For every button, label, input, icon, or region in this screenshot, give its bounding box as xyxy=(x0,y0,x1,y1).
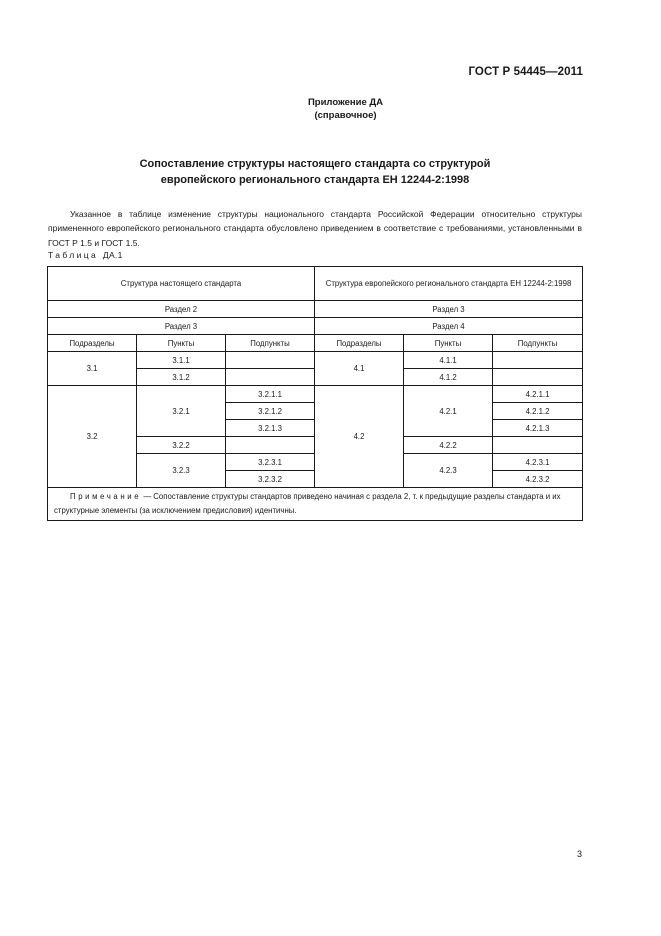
page-title xyxy=(48,156,582,188)
table-cell-empty xyxy=(493,369,583,386)
note-text: — Сопоставление структуры стандартов приведено начиная с раздела 2, т. к предыдущие разделы стандарта и их структурные элементы (за исключением предисловия) идентичны. xyxy=(54,492,561,515)
table-cell: 4.2.1.2 xyxy=(493,403,583,420)
table-note xyxy=(48,488,583,521)
table-cell: 3.2 xyxy=(48,386,137,488)
table-cell: 3.2.3 xyxy=(137,454,226,488)
table-cell: 4.1 xyxy=(315,352,404,386)
table-cell: 3.1 xyxy=(48,352,137,386)
table-cell: 4.2.1 xyxy=(404,386,493,437)
column-header-items: Пункты xyxy=(137,335,226,352)
column-header-subsections: Подразделы xyxy=(315,335,404,352)
table-cell-empty xyxy=(493,352,583,369)
table-cell: 3.2.1.3 xyxy=(226,420,315,437)
table-cell: 3.1.1 xyxy=(137,352,226,369)
header-european-standard: Структура европейского регионального стандарта ЕН 12244-2:1998 xyxy=(315,267,583,301)
header-national-standard: Структура настоящего стандарта xyxy=(48,267,315,301)
table-cell: 4.2.2 xyxy=(404,437,493,454)
table-cell: 4.1.2 xyxy=(404,369,493,386)
column-header-subsections: Подразделы xyxy=(48,335,137,352)
table-cell: 3.2.3.2 xyxy=(226,471,315,488)
annex-subtitle: (справочное) xyxy=(314,110,377,121)
table-cell: 4.2.3.1 xyxy=(493,454,583,471)
table-cell: 4.2 xyxy=(315,386,404,488)
table-cell-empty xyxy=(226,369,315,386)
table-cell: 3.2.1.1 xyxy=(226,386,315,403)
note-label: Примечание xyxy=(70,492,142,501)
table-cell: 3.2.3.1 xyxy=(226,454,315,471)
left-section-b: Раздел 3 xyxy=(48,318,315,335)
annex-title: Приложение ДА xyxy=(307,97,384,108)
table-cell: 4.1.1 xyxy=(404,352,493,369)
table-cell: 3.2.2 xyxy=(137,437,226,454)
table-caption-number: ДА.1 xyxy=(102,250,123,260)
column-header-items: Пункты xyxy=(404,335,493,352)
page-title-line-2: европейского регионального стандарта ЕН 12244-2:1998 xyxy=(160,174,470,186)
intro-paragraph: Указанное в таблице изменение структуры национального стандарта Российской Федерации относительно структуры примененного европейского регионального стандарта обусловлено приведением в соответствие с требованиями, установленными в ГОСТ Р 1.5 и ГОСТ 1.5. xyxy=(48,208,582,248)
left-section-a: Раздел 2 xyxy=(48,301,315,318)
table-cell: 3.2.1.2 xyxy=(226,403,315,420)
document-code: ГОСТ Р 54445—2011 xyxy=(468,66,583,78)
column-header-subitems: Подпункты xyxy=(493,335,583,352)
annex-heading xyxy=(0,96,661,122)
column-header-subitems: Подпункты xyxy=(226,335,315,352)
table-cell-empty xyxy=(493,437,583,454)
table-cell-empty xyxy=(226,437,315,454)
table-cell: 4.2.1.3 xyxy=(493,420,583,437)
table-cell-empty xyxy=(226,352,315,369)
table-cell: 3.2.1 xyxy=(137,386,226,437)
table-caption-word: Таблица xyxy=(48,250,99,260)
table-cell: 4.2.3.2 xyxy=(493,471,583,488)
table-cell: 4.2.3 xyxy=(404,454,493,488)
right-section-a: Раздел 3 xyxy=(315,301,583,318)
table-cell: 4.2.1.1 xyxy=(493,386,583,403)
page-number: 3 xyxy=(576,849,582,859)
table-cell: 3.1.2 xyxy=(137,369,226,386)
right-section-b: Раздел 4 xyxy=(315,318,583,335)
table-caption xyxy=(48,250,123,260)
page-title-line-1: Сопоставление структуры настоящего стандарта со структурой xyxy=(139,158,491,170)
structure-comparison-table xyxy=(47,266,583,521)
